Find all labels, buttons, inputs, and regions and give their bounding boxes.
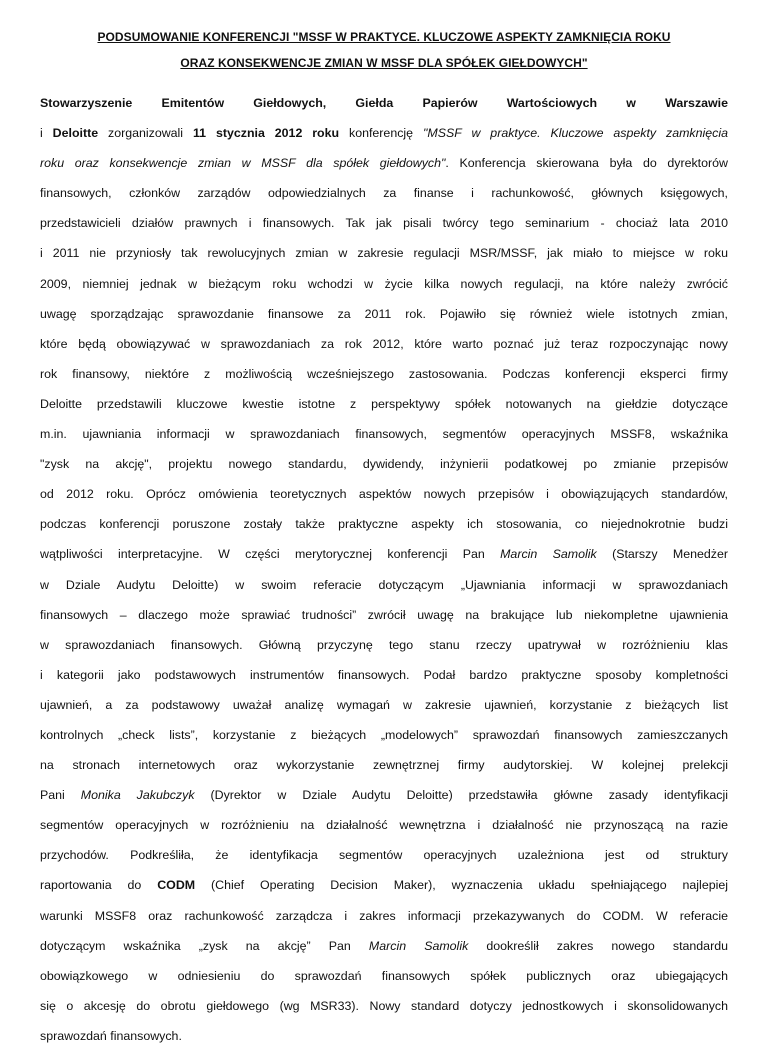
- paragraph-line: [40, 329, 728, 359]
- text-run: ujawnień, a za podstawowy uważał analizę wymagań w zakresie ujawnień, korzystanie z bieżących list: [40, 697, 728, 712]
- text-run: m.in. ujawniania informacji w sprawozdaniach finansowych, segmentów operacyjnych MSSF8, wskaźnika: [40, 427, 728, 442]
- paragraph-line: [40, 600, 728, 630]
- text-run: warunki MSSF8 oraz rachunkowość zarządcza i zakres informacji przekazywanych do CODM. W referacie: [40, 908, 728, 923]
- paragraph-line: [40, 931, 728, 961]
- text-run: uwagę sporządzając sprawozdanie finansowe za 2011 rok. Pojawiło się również wiele istotnych zmian,: [40, 306, 728, 321]
- paragraph-line: [40, 88, 728, 118]
- text-run: dotyczącym wskaźnika „zysk na akcję” Pan: [40, 938, 369, 953]
- paragraph-line: [40, 780, 728, 810]
- paragraph-line: [40, 630, 728, 660]
- paragraph-line: [40, 238, 728, 268]
- paragraph-line: [40, 359, 728, 389]
- text-run: 2009, niemniej jednak w bieżącym roku wchodzi w życie kilka nowych regulacji, na które należy zwrócić: [40, 276, 728, 291]
- paragraph-line: [40, 539, 728, 569]
- text-run: Deloitte przedstawili kluczowe kwestie istotne z perspektywy spółek notowanych na giełdzie dotyczące: [40, 396, 728, 411]
- italic-text: Monika Jakubczyk: [80, 788, 195, 803]
- paragraph-line: [40, 178, 728, 208]
- text-run: "zysk na akcję", projektu nowego standardu, dywidendy, inżynierii podatkowej po zmianie przepisów: [40, 457, 728, 472]
- text-run: dookreślił zakres nowego standardu: [468, 938, 728, 953]
- paragraph-line: [40, 720, 728, 750]
- text-run: od 2012 roku. Oprócz omówienia teoretycznych aspektów nowych przepisów i obowiązujących standardów,: [40, 487, 728, 502]
- paragraph-line: [40, 690, 728, 720]
- paragraph-line: [40, 148, 728, 178]
- text-run: konferencję: [339, 126, 423, 141]
- italic-text: Marcin Samolik: [500, 547, 597, 562]
- italic-text: Marcin Samolik: [368, 938, 469, 953]
- bold-text: CODM: [157, 878, 196, 893]
- italic-text: roku oraz konsekwencje zmian w MSSF dla spółek giełdowych": [40, 156, 446, 171]
- paragraph-line: [40, 870, 728, 900]
- bold-text: Deloitte: [52, 126, 99, 141]
- text-run: (Chief Operating Decision Maker), wyznaczenia układu spełniającego najlepiej: [195, 878, 728, 893]
- paragraph-line: [40, 840, 728, 870]
- text-run: (Dyrektor w Dziale Audytu Deloitte) przedstawiła główne zasady identyfikacji: [194, 788, 728, 803]
- text-run: i 2011 nie przyniosły tak rewolucyjnych zmian w zakresie regulacji MSR/MSSF, jak miało to miejsce w roku: [40, 246, 728, 261]
- paragraph-line: [40, 509, 728, 539]
- paragraph-line: [40, 961, 728, 991]
- paragraph-line: [40, 479, 728, 509]
- text-run: i kategorii jako podstawowych instrumentów finansowych. Podał bardzo praktyczne sposoby kompletności: [40, 667, 728, 682]
- text-run: i: [40, 126, 53, 141]
- text-run: podczas konferencji poruszone zostały także praktyczne aspekty ich stosowania, co niejednokrotnie budzi: [40, 517, 728, 532]
- text-run: wątpliwości interpretacyjne. W części merytorycznej konferencji Pan: [40, 547, 501, 562]
- text-run: w Dziale Audytu Deloitte) w swoim referacie dotyczącym „Ujawniania informacji w sprawozdaniach: [40, 577, 728, 592]
- paragraph-line: [40, 299, 728, 329]
- paragraph-line: [40, 901, 728, 931]
- text-run: sprawozdań finansowych.: [40, 1028, 182, 1043]
- paragraph-line: [40, 570, 728, 600]
- bold-text: 11 stycznia 2012 roku: [192, 126, 340, 141]
- text-run: się o akcesję do obrotu giełdowego (wg MSR33). Nowy standard dotyczy jednostkowych i skonsolidowanych: [40, 998, 728, 1013]
- paragraph-line: [40, 419, 728, 449]
- paragraph-line: [40, 269, 728, 299]
- paragraph-line: [40, 660, 728, 690]
- document-title: [40, 24, 728, 76]
- text-run: obowiązkowego w odniesieniu do sprawozdań finansowych spółek publicznych oraz ubiegających: [40, 968, 728, 983]
- text-run: przedstawicieli działów prawnych i finansowych. Tak jak pisali twórcy tego seminarium - chociaż lata 2010: [40, 216, 728, 231]
- text-run: raportowania do: [40, 878, 158, 893]
- text-run: w sprawozdaniach finansowych. Główną przyczynę tego stanu rzeczy upatrywał w rozróżnieniu klas: [40, 637, 728, 652]
- paragraph-line: [40, 750, 728, 780]
- text-run: (Starszy Menedżer: [596, 547, 728, 562]
- paragraph-line: [40, 449, 728, 479]
- text-run: finansowych, członków zarządów odpowiedzialnych za finanse i rachunkowość, głównych księgowych,: [40, 186, 728, 201]
- italic-text: "MSSF w praktyce. Kluczowe aspekty zamknięcia: [422, 126, 728, 141]
- text-run: . Konferencja skierowana była do dyrektorów: [445, 156, 728, 171]
- text-run: przychodów. Podkreśliła, że identyfikacja segmentów operacyjnych uzależniona jest od struktury: [40, 848, 728, 863]
- paragraph-line: [40, 118, 728, 148]
- text-run: finansowych – dlaczego może sprawiać trudności” zwrócił uwagę na brakujące lub niekompletne ujawnienia: [40, 607, 728, 622]
- text-run: na stronach internetowych oraz wykorzystanie zewnętrznej firmy audytorskiej. W kolejnej prelekcji: [40, 758, 728, 773]
- bold-text: Stowarzyszenie Emitentów Giełdowych, Giełda Papierów Wartościowych w Warszawie: [40, 96, 728, 110]
- paragraph-line: [40, 1021, 728, 1051]
- paragraph-line: [40, 389, 728, 419]
- title-line-1: PODSUMOWANIE KONFERENCJI "MSSF W PRAKTYCE. KLUCZOWE ASPEKTY ZAMKNIĘCIA ROKU: [97, 30, 671, 44]
- paragraph-line: [40, 991, 728, 1021]
- document-body: [40, 88, 728, 1051]
- text-run: Pani: [40, 788, 81, 803]
- paragraph-line: [40, 208, 728, 238]
- text-run: rok finansowy, niektóre z możliwością wcześniejszego zastosowania. Podczas konferencji eksperci firmy: [40, 366, 728, 381]
- title-line-2: ORAZ KONSEKWENCJE ZMIAN W MSSF DLA SPÓŁEK GIEŁDOWYCH": [180, 56, 588, 70]
- text-run: które będą obowiązywać w sprawozdaniach za rok 2012, które warto poznać już teraz rozpoczynając nowy: [40, 336, 728, 351]
- text-run: zorganizowali: [98, 126, 193, 141]
- text-run: kontrolnych „check lists”, korzystanie z bieżących „modelowych” sprawozdań finansowych zamieszczanych: [40, 727, 728, 742]
- text-run: segmentów operacyjnych w rozróżnieniu na działalność wewnętrzna i działalność nie przynoszącą na razie: [40, 818, 728, 833]
- paragraph-line: [40, 810, 728, 840]
